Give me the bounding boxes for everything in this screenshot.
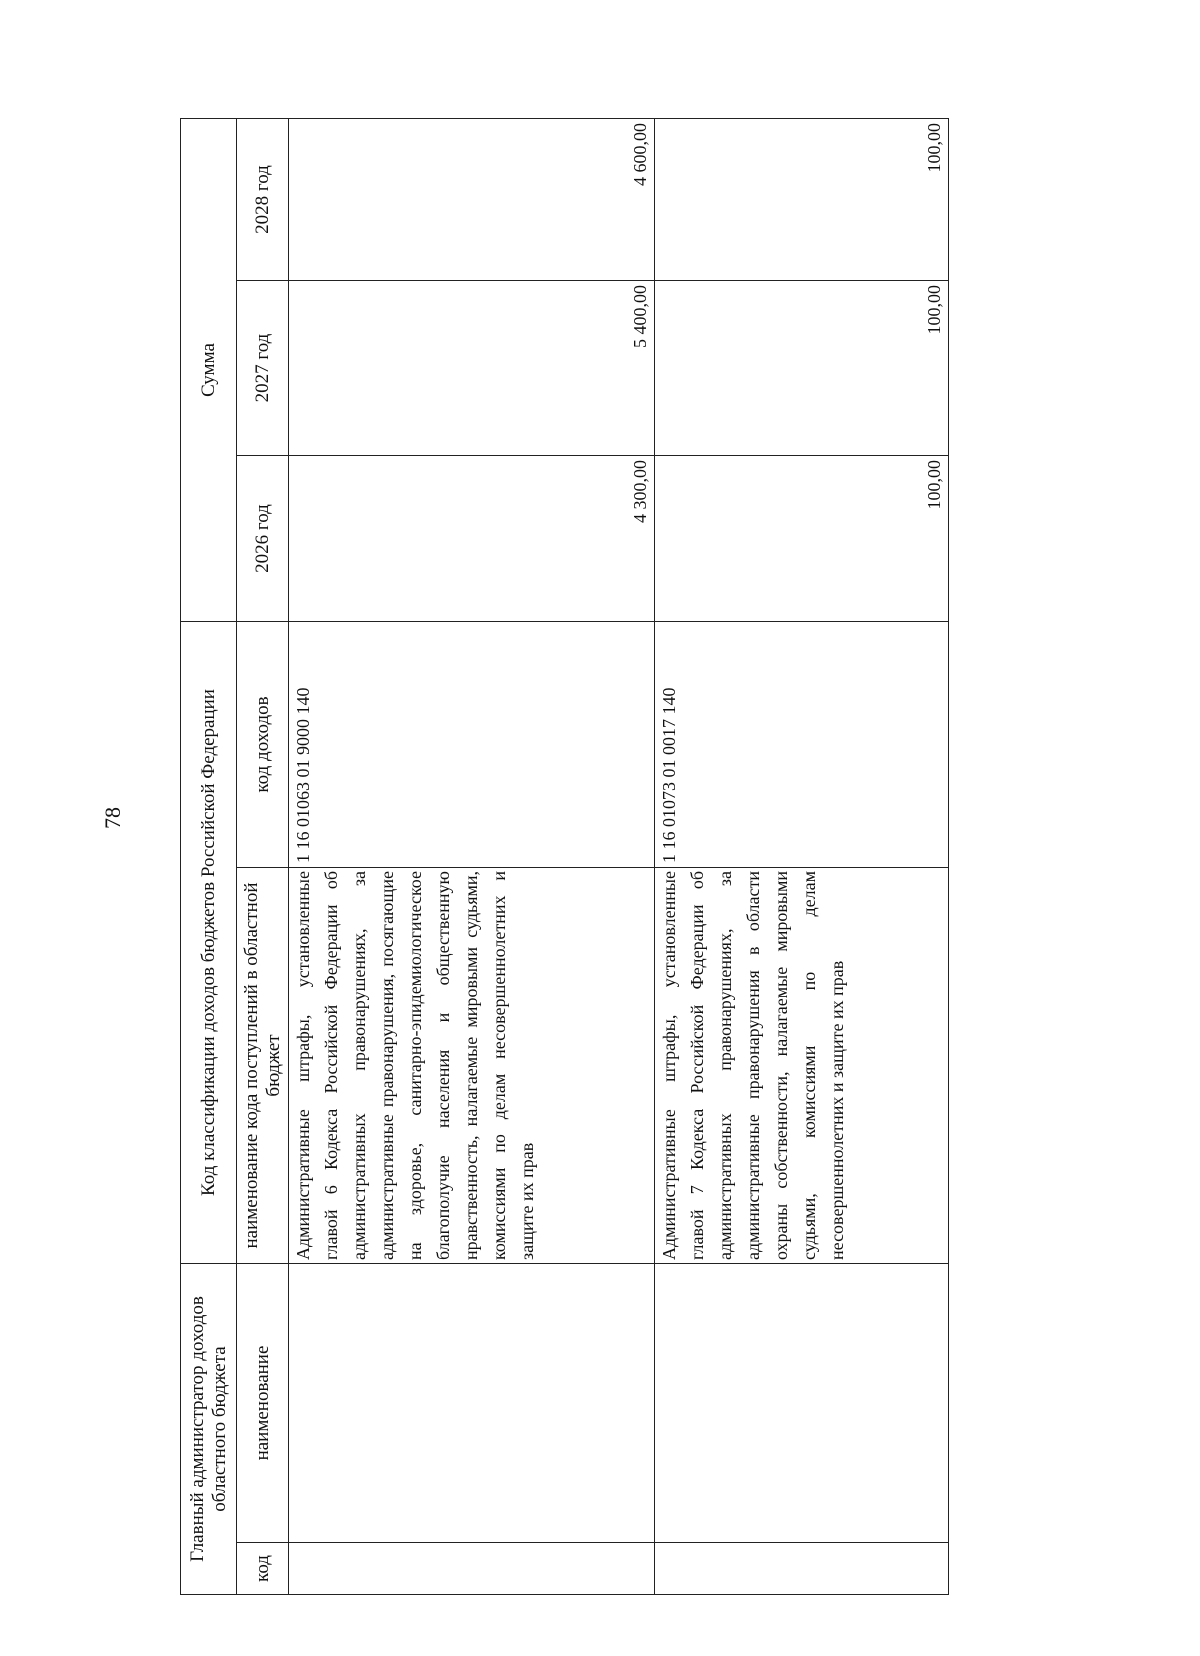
header-code: код (237, 1543, 289, 1595)
description-cell: Административные штрафы, установленные главой 7 Кодекса Российской Федерации об административных правонарушениях, за административные правонарушения в области охраны собственности, налагаемые мировыми судьями, комиссиями по делам несовершеннолетних и защите их прав (655, 868, 949, 1264)
header-name: наименование (237, 1264, 289, 1543)
header-row-columns (237, 119, 289, 1595)
table-row (655, 119, 949, 1595)
page-number: 78 (100, 807, 125, 829)
sum-2026-cell: 4 300,00 (289, 456, 655, 622)
admin-name-cell (655, 1264, 949, 1543)
income-code-cell: 1 16 01063 01 9000 140 (289, 622, 655, 868)
sum-2026-cell: 100,00 (655, 456, 949, 622)
budget-income-table (180, 118, 949, 1595)
header-income-code: код доходов (237, 622, 289, 868)
description-cell: Административные штрафы, установленные главой 6 Кодекса Российской Федерации об административных правонарушениях, за административные правонарушения, посягающие на здоровье, санитарно-эпидемиологическое благополучие населения и общественную нравственность, налагаемые мировыми судьями, комиссиями по делам несовершеннолетних и защите их прав (289, 868, 655, 1264)
sum-2027-cell: 100,00 (655, 281, 949, 456)
sum-2028-cell: 4 600,00 (289, 119, 655, 281)
header-classification-group: Код классификации доходов бюджетов Российской Федерации (181, 622, 237, 1264)
header-year-2026: 2026 год (237, 456, 289, 622)
header-sum-group: Сумма (181, 119, 237, 622)
sum-2027-cell: 5 400,00 (289, 281, 655, 456)
header-receipt-name: наименование кода поступлений в областной бюджет (237, 868, 289, 1264)
admin-code-cell (289, 1543, 655, 1595)
admin-name-cell (289, 1264, 655, 1543)
sum-2028-cell: 100,00 (655, 119, 949, 281)
header-row-group (181, 119, 237, 1595)
header-admin-group: Главный администратор доходов областного бюджета (181, 1264, 237, 1595)
rotated-table-container (180, 119, 948, 1595)
income-code-cell: 1 16 01073 01 0017 140 (655, 622, 949, 868)
header-year-2028: 2028 год (237, 119, 289, 281)
admin-code-cell (655, 1543, 949, 1595)
table-row (289, 119, 655, 1595)
header-year-2027: 2027 год (237, 281, 289, 456)
